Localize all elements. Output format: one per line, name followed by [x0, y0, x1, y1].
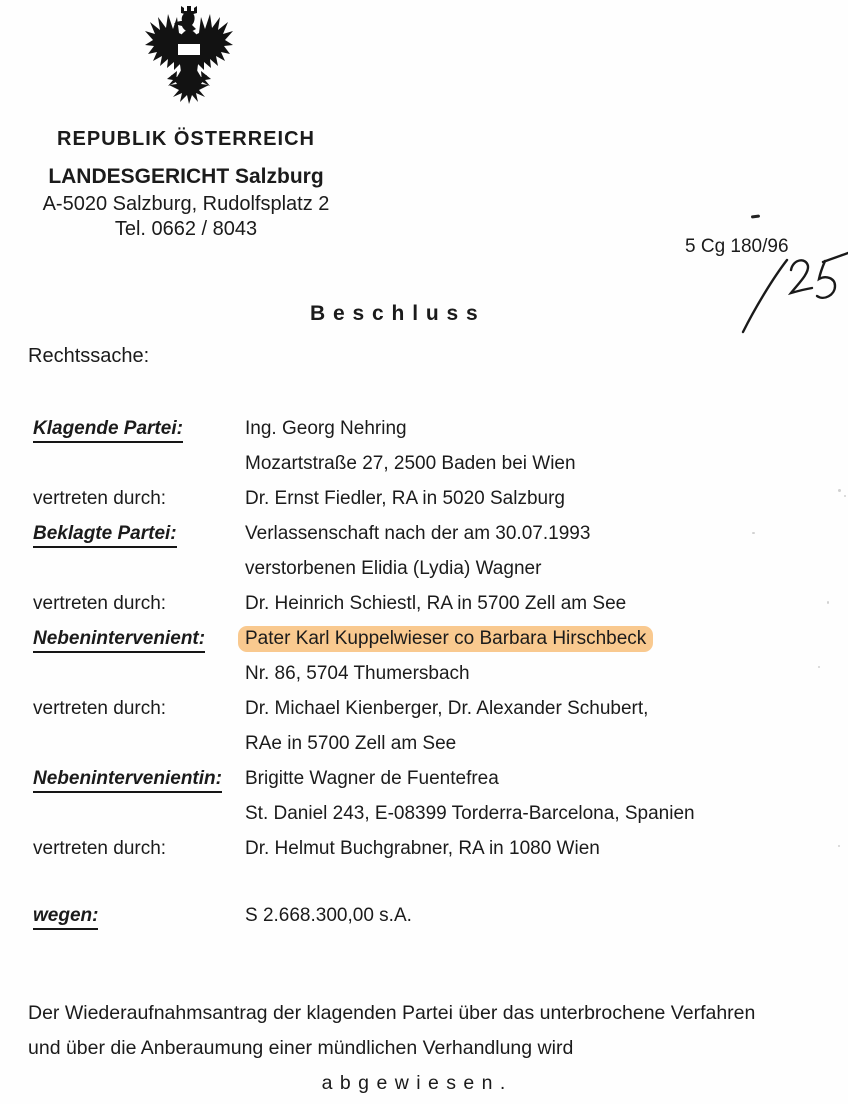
party-lines	[245, 586, 823, 621]
party-lines	[245, 691, 823, 761]
party-line: Dr. Heinrich Schiestl, RA in 5700 Zell am See	[245, 593, 627, 614]
republic-title: REPUBLIK ÖSTERREICH	[57, 128, 315, 150]
party-line: Mozartstraße 27, 2500 Baden bei Wien	[245, 453, 576, 474]
decision-paragraph	[28, 996, 828, 1101]
party-label	[33, 411, 245, 446]
party-label-text: vertreten durch:	[33, 698, 167, 719]
party-label-text: Klagende Partei:	[33, 418, 183, 443]
party-label	[33, 516, 245, 551]
party-row	[33, 586, 823, 621]
decision-line-2: und über die Anberaumung einer mündlichen Verhandlung wird	[28, 1037, 574, 1059]
decision-line-1: Der Wiederaufnahmsantrag der klagenden Partei über das unterbrochene Verfahren	[28, 1002, 756, 1024]
party-line: Dr. Helmut Buchgrabner, RA in 1080 Wien	[245, 838, 600, 859]
party-label	[33, 761, 245, 796]
party-line: RAe in 5700 Zell am See	[245, 733, 457, 754]
party-row	[33, 898, 823, 933]
party-label	[33, 831, 245, 866]
court-letterhead	[0, 128, 372, 241]
party-line: verstorbenen Elidia (Lydia) Wagner	[245, 558, 542, 579]
court-address: A-5020 Salzburg, Rudolfsplatz 2	[42, 193, 330, 215]
austrian-federal-eagle-icon	[143, 5, 235, 105]
scan-speckle	[838, 489, 841, 492]
party-label	[33, 691, 245, 726]
party-label-text: vertreten durch:	[33, 593, 167, 614]
party-line: Ing. Georg Nehring	[245, 418, 407, 439]
case-number: 5 Cg 180/96	[685, 236, 789, 257]
party-lines	[245, 898, 823, 933]
party-line: S 2.668.300,00 s.A.	[245, 905, 412, 926]
party-line: Brigitte Wagner de Fuentefrea	[245, 768, 499, 789]
party-label	[33, 586, 245, 621]
party-lines	[245, 831, 823, 866]
pen-dash-mark	[751, 214, 760, 218]
scan-speckle	[752, 532, 755, 534]
parties-table	[33, 411, 823, 933]
party-row	[33, 831, 823, 866]
party-label	[33, 621, 245, 656]
party-lines	[245, 481, 823, 516]
party-row	[33, 481, 823, 516]
handwritten-page-number-25	[735, 248, 848, 338]
scan-speckle	[818, 666, 820, 668]
party-label-text: Beklagte Partei:	[33, 523, 177, 548]
party-row	[33, 761, 823, 831]
party-row	[33, 691, 823, 761]
party-line: Dr. Ernst Fiedler, RA in 5020 Salzburg	[245, 488, 565, 509]
party-label-text: Nebenintervenient:	[33, 628, 205, 653]
scan-speckle	[827, 601, 829, 604]
highlighted-text: Pater Karl Kuppelwieser co Barbara Hirschbeck	[238, 626, 653, 652]
party-line: Nr. 86, 5704 Thumersbach	[245, 663, 470, 684]
party-label-text: vertreten durch:	[33, 838, 167, 859]
party-line: St. Daniel 243, E-08399 Torderra-Barcelona, Spanien	[245, 803, 695, 824]
party-label-text: vertreten durch:	[33, 488, 167, 509]
document-title: B e s c h l u s s	[310, 302, 479, 325]
scan-speckle	[844, 495, 846, 497]
scan-speckle	[838, 845, 840, 847]
party-row	[33, 621, 823, 691]
case-matter-label: Rechtssache:	[28, 345, 150, 367]
party-lines	[245, 761, 823, 831]
party-label	[33, 898, 245, 933]
verdict-text: a b g e w i e s e n .	[321, 1072, 507, 1094]
court-phone: Tel. 0662 / 8043	[114, 218, 258, 240]
party-lines	[245, 411, 823, 481]
party-label-text: wegen:	[33, 905, 98, 930]
party-line	[245, 621, 823, 656]
party-label-text: Nebenintervenientin:	[33, 768, 222, 793]
party-lines	[245, 621, 823, 691]
party-row	[33, 516, 823, 586]
party-row	[33, 411, 823, 481]
party-line: Dr. Michael Kienberger, Dr. Alexander Schubert,	[245, 698, 649, 719]
party-lines	[245, 516, 823, 586]
party-line: Verlassenschaft nach der am 30.07.1993	[245, 523, 591, 544]
party-label	[33, 481, 245, 516]
court-name: LANDESGERICHT Salzburg	[48, 165, 324, 188]
